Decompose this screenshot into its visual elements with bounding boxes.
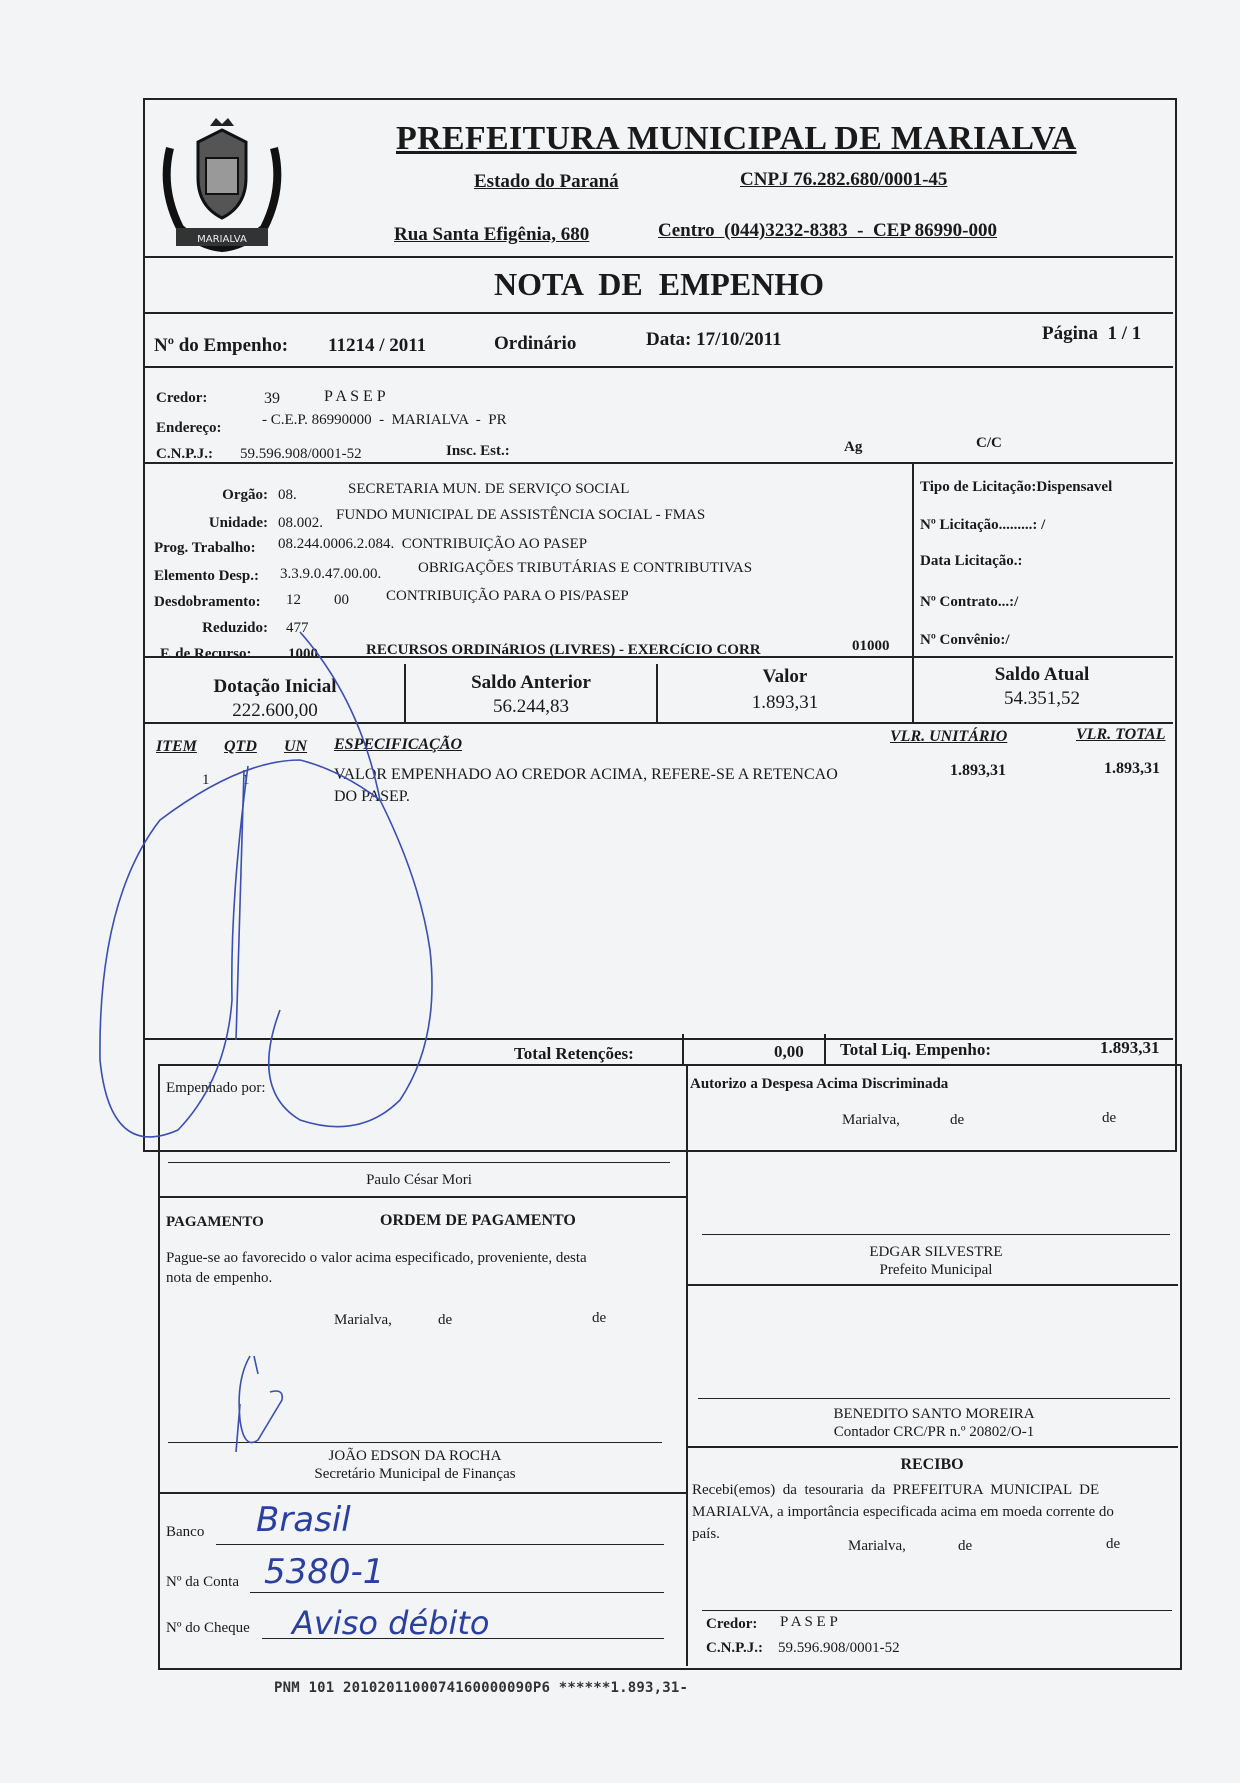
empenho-number: 11214 / 2011 [328, 335, 427, 356]
contador-name: BENEDITO SANTO MOREIRA [833, 1406, 1035, 1422]
unidade-label: Unidade: [208, 515, 268, 531]
cnpj-label: CNPJ 76.282.680/0001-45 [740, 169, 948, 190]
orgao-code: 08. [278, 487, 297, 503]
cnpj-credor-label: C.N.P.J.: [156, 446, 213, 462]
item-qtd: 1 [242, 772, 250, 788]
recibo-de1: de [958, 1538, 973, 1554]
secretario-role: Secretário Municipal de Finanças [314, 1466, 516, 1482]
dotacao-value: 222.600,00 [232, 700, 318, 721]
page-number: Página 1 / 1 [1042, 323, 1142, 344]
valor-label: Valor [762, 666, 808, 687]
convenio-number: Nº Convênio:/ [920, 632, 1010, 648]
col-item: ITEM [156, 738, 197, 755]
desdobramento-name: CONTRIBUIÇÃO PARA O PIS/PASEP [386, 588, 629, 604]
bank-stamp: PNM 101 2010201100074160000090P6 ******1.893,31- [274, 1680, 689, 1696]
recurso-code: 1000 [288, 646, 318, 662]
recibo-de2: de [1106, 1536, 1121, 1552]
col-especificacao: ESPECIFICAÇÃO [334, 736, 463, 753]
recibo-cnpj-value: 59.596.908/0001-52 [778, 1640, 900, 1656]
saldo-atual-label: Saldo Atual [994, 664, 1090, 685]
empenhado-name: Paulo César Mori [366, 1172, 472, 1188]
cheque-label: Nº do Cheque [166, 1620, 250, 1636]
banco-handwritten: Brasil [256, 1500, 351, 1540]
licitacao-type: Tipo de Licitação:Dispensavel [920, 479, 1113, 495]
col-qtd: QTD [224, 738, 257, 755]
street-label: Rua Santa Efigênia, 680 [394, 224, 590, 245]
cheque-handwritten: Aviso débito [292, 1604, 490, 1642]
saldo-atual-value: 54.351,52 [1004, 688, 1080, 709]
conta-handwritten: 5380-1 [264, 1552, 385, 1592]
contador-role: Contador CRC/PR n.º 20802/O-1 [833, 1424, 1035, 1440]
recibo-credor-label: Credor: [706, 1616, 758, 1632]
account-label: C/C [976, 435, 1002, 451]
desdobramento-label: Desdobramento: [154, 594, 261, 610]
prefeito-name: EDGAR SILVESTRE [869, 1244, 1003, 1260]
total-liquido-value: 1.893,31 [1100, 1038, 1160, 1057]
svg-text:MARIALVA: MARIALVA [197, 234, 247, 245]
empenhado-label: Empenhado por: [166, 1080, 266, 1096]
contrato-number: Nº Contrato...:/ [920, 594, 1019, 610]
col-vlr-total: VLR. TOTAL [1076, 726, 1166, 743]
page-title: PREFEITURA MUNICIPAL DE MARIALVA [396, 120, 1077, 157]
dotacao-label: Dotação Inicial [213, 676, 337, 697]
pagamento-text-line1: Pague-se ao favorecido o valor acima especificado, proveniente, desta [166, 1250, 587, 1266]
item-desc-line1: VALOR EMPENHADO AO CREDOR ACIMA, REFERE-SE A RETENCAO [334, 766, 838, 783]
recibo-label: RECIBO [900, 1456, 964, 1473]
recurso-name: RECURSOS ORDINáRIOS (LIVRES) - EXERCíCIO CORR [366, 642, 761, 658]
total-retencoes-label: Total Retenções: [514, 1044, 634, 1063]
elemento-label: Elemento Desp.: [154, 568, 259, 584]
prefeito-role: Prefeito Municipal [879, 1262, 993, 1278]
empenho-date: Data: 17/10/2011 [646, 329, 782, 350]
col-un: UN [284, 738, 308, 755]
cnpj-credor-value: 59.596.908/0001-52 [240, 446, 362, 462]
recibo-credor-name: P A S E P [780, 1614, 838, 1630]
pagamento-label: PAGAMENTO [166, 1214, 264, 1230]
state-label: Estado do Paraná [474, 171, 619, 192]
agency-label: Ag [844, 439, 863, 455]
empenho-type: Ordinário [494, 333, 577, 354]
unidade-code: 08.002. [278, 515, 323, 531]
ordem-pagamento-label: ORDEM DE PAGAMENTO [380, 1212, 576, 1229]
saldo-anterior-value: 56.244,83 [493, 696, 569, 717]
pagamento-city: Marialva, [334, 1312, 392, 1328]
address-label: Centro (044)3232-8383 - CEP 86990-000 [658, 220, 997, 241]
desdobramento-a: 12 [286, 592, 301, 608]
elemento-code: 3.3.9.0.47.00.00. [280, 566, 382, 582]
recibo-city: Marialva, [848, 1538, 906, 1554]
prog-trabalho-label: Prog. Trabalho: [154, 540, 256, 556]
autorizo-city: Marialva, [842, 1112, 900, 1128]
credor-name: P A S E P [324, 388, 386, 405]
reduzido-label: Reduzido: [202, 620, 268, 636]
credor-code: 39 [264, 390, 280, 407]
empenho-number-label: Nº do Empenho: [154, 335, 289, 356]
orgao-label: Orgão: [222, 487, 268, 503]
item-number: 1 [202, 772, 210, 788]
desdobramento-b: 00 [334, 592, 349, 608]
autorizo-label: Autorizo a Despesa Acima Discriminada [690, 1076, 949, 1092]
item-vlr-total: 1.893,31 [1104, 760, 1160, 777]
endereco-value: - C.E.P. 86990000 - MARIALVA - PR [262, 412, 507, 428]
banco-label: Banco [166, 1524, 205, 1540]
licitacao-date: Data Licitação.: [920, 553, 1023, 569]
item-vlr-unitario: 1.893,31 [950, 762, 1006, 779]
reduzido-value: 477 [286, 620, 309, 636]
pagamento-de2: de [592, 1310, 607, 1326]
prog-trabalho-value: 08.244.0006.2.084. CONTRIBUIÇÃO AO PASEP [278, 536, 588, 552]
autorizo-de1: de [950, 1112, 965, 1128]
valor-value: 1.893,31 [751, 692, 819, 713]
pagamento-de1: de [438, 1312, 453, 1328]
secretario-name: JOÃO EDSON DA ROCHA [328, 1448, 502, 1464]
orgao-name: SECRETARIA MUN. DE SERVIÇO SOCIAL [348, 481, 630, 497]
recibo-cnpj-label: C.N.P.J.: [706, 1640, 763, 1656]
endereco-label: Endereço: [156, 420, 222, 436]
recurso-label: F. de Recurso: [160, 646, 252, 662]
recibo-text-line2: MARIALVA, a importância especificada acima em moeda corrente do [692, 1504, 1114, 1520]
col-vlr-unitario: VLR. UNITÁRIO [890, 728, 1008, 745]
conta-label: Nº da Conta [166, 1574, 239, 1590]
elemento-name: OBRIGAÇÕES TRIBUTÁRIAS E CONTRIBUTIVAS [418, 560, 753, 576]
total-retencoes-value: 0,00 [774, 1042, 804, 1061]
saldo-anterior-label: Saldo Anterior [471, 672, 591, 693]
licitacao-number: Nº Licitação.........: / [920, 517, 1046, 533]
item-desc-line2: DO PASEP. [334, 788, 410, 805]
doc-title: NOTA DE EMPENHO [493, 266, 825, 302]
recibo-text-line3: país. [692, 1526, 720, 1542]
unidade-name: FUNDO MUNICIPAL DE ASSISTÊNCIA SOCIAL - FMAS [336, 507, 706, 523]
autorizo-de2: de [1102, 1110, 1117, 1126]
recurso-number: 01000 [852, 638, 890, 654]
pagamento-text-line2: nota de empenho. [166, 1270, 273, 1286]
recibo-text-line1: Recebi(emos) da tesouraria da PREFEITURA MUNICIPAL DE [692, 1482, 1100, 1498]
total-liquido-label: Total Liq. Empenho: [840, 1040, 991, 1059]
credor-label: Credor: [156, 390, 208, 406]
insc-est-label: Insc. Est.: [446, 443, 510, 459]
